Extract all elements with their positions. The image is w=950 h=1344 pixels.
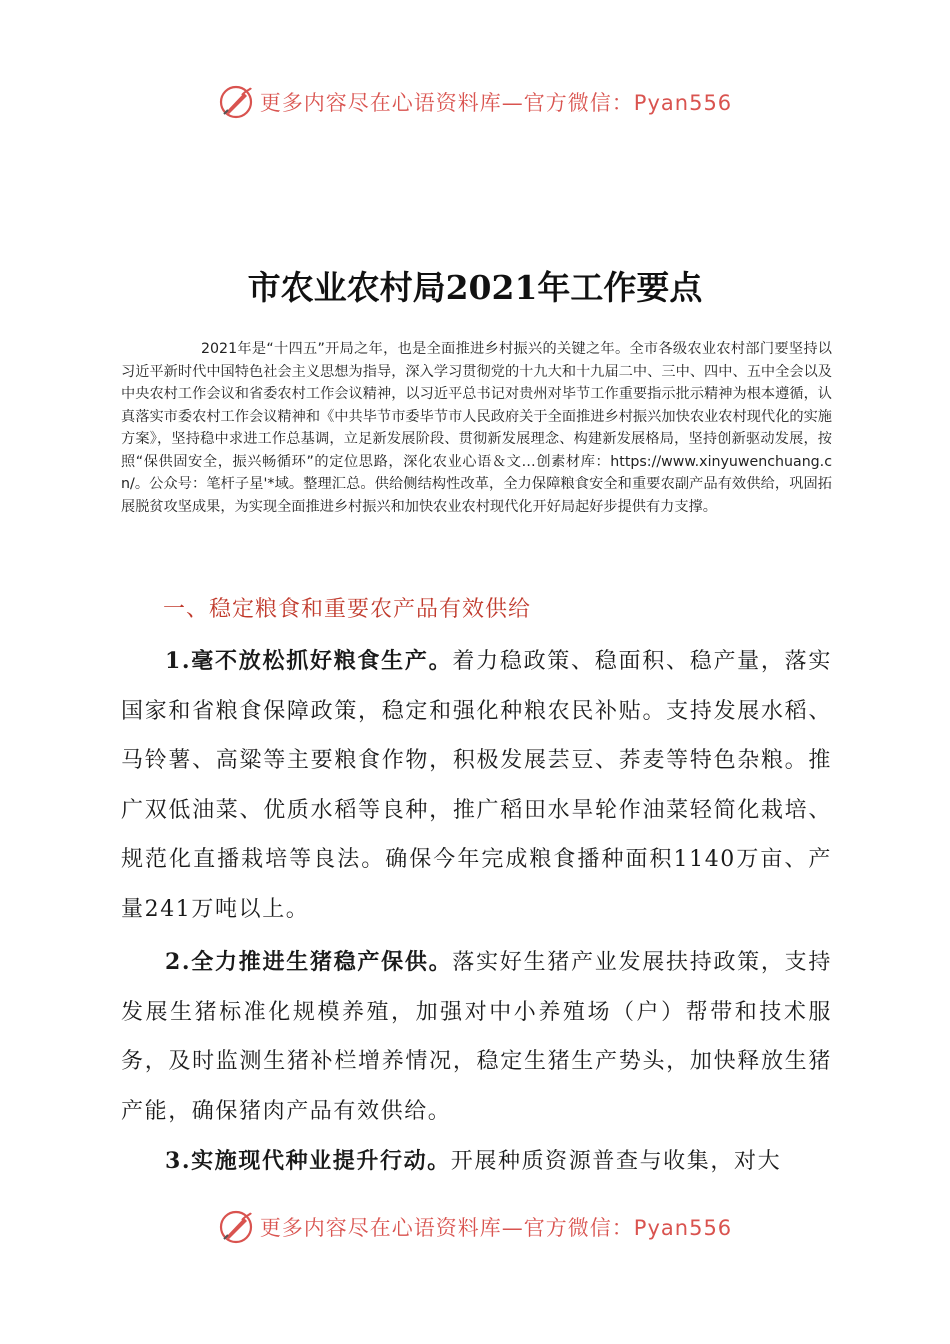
item-paragraph-3: [121, 1137, 832, 1187]
intro-paragraph: 2021年是“十四五”开局之年，也是全面推进乡村振兴的关键之年。全市各级农业农村部门要坚持以习近平新时代中国特色社会主义思想为指导，深入学习贯彻党的十九大和十九届二中、三中、四中、五中全会以及中央农村工作会议和省委农村工作会议精神，以习近平总书记对贵州对毕节工作重要指示批示精神为根本遵循，认真落实市委农村工作会议精神和《中共毕节市委毕节市人民政府关于全面推进乡村振兴加快农业农村现代化的实施方案》，坚持稳中求进工作总基调，立足新发展阶段、贯彻新发展理念、构建新发展格局，坚持创新驱动发展，按照“保供固安全，振兴畅循环”的定位思路，深化农业心语＆文…创素材库：https://www.xinyuwenchuang.cn/。公众号：笔杆子星'*域。整理汇总。供给侧结构性改革，全力保障粮食安全和重要农副产品有效供给，巩固拓展脱贫攻坚成果，为实现全面推进乡村振兴和加快农业农村现代化开好局起好步提供有力支撑。: [121, 341, 832, 515]
header-watermark-banner: [0, 82, 950, 122]
item-paragraph-2: [121, 938, 832, 1136]
quill-logo-icon: [218, 84, 254, 120]
item-paragraph-1: [121, 637, 832, 935]
item-text-1: 着力稳政策、稳面积、稳产量，落实国家和省粮食保障政策，稳定和强化种粮农民补贴。支持发展水稻、马铃薯、高粱等主要粮食作物，积极发展芸豆、荞麦等特色杂粮。推广双低油菜、优质水稻等良种，推广稻田水旱轮作油菜轻简化栽培、规范化直播栽培等良法。确保今年完成粮食播种面积1140万亩、产量241万吨以上。: [121, 649, 832, 922]
footer-watermark-text: 更多内容尽在心语资料库—官方微信：Pyan556: [259, 1216, 733, 1240]
header-watermark-text: 更多内容尽在心语资料库—官方微信：Pyan556: [259, 91, 733, 115]
item-lead-1: 1.毫不放松抓好粮食生产。: [165, 648, 453, 674]
item-lead-3: 3.实施现代种业提升行动。: [165, 1148, 451, 1174]
document-title: 市农业农村局2021年工作要点: [247, 268, 703, 307]
item-lead-2: 2.全力推进生猪稳产保供。: [165, 949, 453, 975]
footer-watermark-banner: [0, 1207, 950, 1247]
item-text-2: 落实好生猪产业发展扶持政策，支持发展生猪标准化规模养殖，加强对中小养殖场（户）帮带和技术服务，及时监测生猪补栏增养情况，稳定生猪生产势头，加快释放生猪产能，确保猪肉产品有效供给。: [121, 950, 832, 1124]
item-text-3: 开展种质资源普查与收集，对大: [450, 1149, 782, 1174]
section-heading-1: 一、稳定粮食和重要农产品有效供给: [163, 597, 532, 622]
quill-logo-icon: [218, 1209, 254, 1245]
